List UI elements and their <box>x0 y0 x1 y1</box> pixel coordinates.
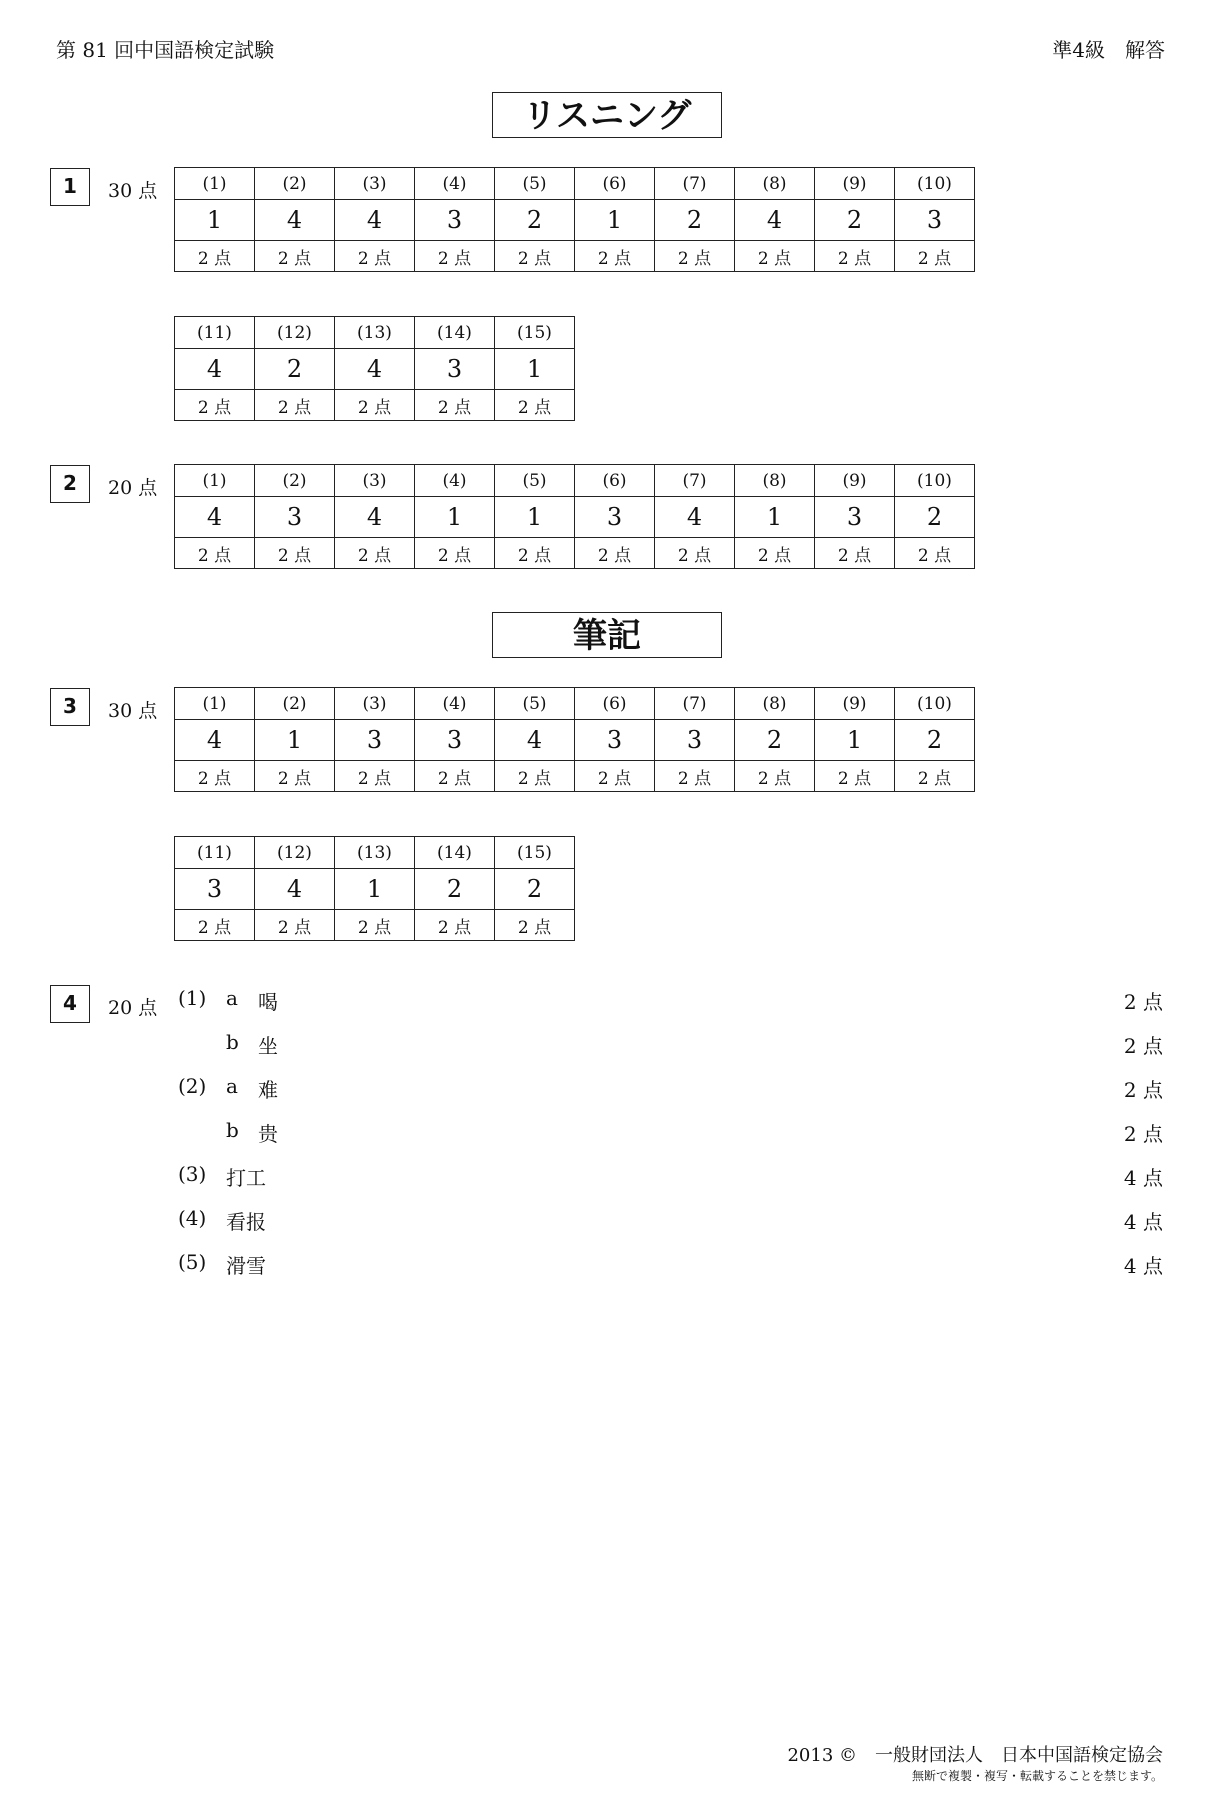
point-value: 2 点 <box>735 241 815 272</box>
answer-value: 4 <box>175 349 255 390</box>
answer-value: 4 <box>335 349 415 390</box>
item-number: (5) <box>178 1250 207 1274</box>
answer-value: 3 <box>415 349 495 390</box>
table-row <box>175 241 975 272</box>
answer-value: 4 <box>495 720 575 761</box>
item-points: 2 点 <box>1123 1122 1163 1146</box>
answer-value: 4 <box>335 497 415 538</box>
point-value: 2 点 <box>575 538 655 569</box>
point-value: 2 点 <box>735 761 815 792</box>
question-label: (13) <box>335 837 415 869</box>
question-label: (6) <box>575 168 655 200</box>
question-label: (11) <box>175 837 255 869</box>
item-answer: 滑雪 <box>226 1254 266 1278</box>
question-label: (14) <box>415 317 495 349</box>
point-value: 2 点 <box>335 538 415 569</box>
item-points: 4 点 <box>1123 1166 1163 1190</box>
item-sub-label: b <box>226 1118 239 1142</box>
point-value: 2 点 <box>495 390 575 421</box>
question-label: (3) <box>335 168 415 200</box>
table-row <box>175 688 975 720</box>
item-answer: 打工 <box>226 1166 266 1190</box>
question-number-2: 2 <box>50 465 90 503</box>
list-item <box>178 1118 1163 1148</box>
answer-table-q2-row1 <box>174 464 975 569</box>
answer-table-q1-row1 <box>174 167 975 272</box>
item-points: 2 点 <box>1123 990 1163 1014</box>
answer-value: 4 <box>175 720 255 761</box>
point-value: 2 点 <box>255 390 335 421</box>
point-value: 2 点 <box>255 538 335 569</box>
table-row <box>175 168 975 200</box>
answer-value: 4 <box>655 497 735 538</box>
point-value: 2 点 <box>415 910 495 941</box>
point-value: 2 点 <box>415 761 495 792</box>
answer-value: 3 <box>655 720 735 761</box>
item-points: 2 点 <box>1123 1078 1163 1102</box>
point-value: 2 点 <box>495 910 575 941</box>
question-label: (7) <box>655 465 735 497</box>
question-label: (8) <box>735 168 815 200</box>
point-value: 2 点 <box>495 538 575 569</box>
answer-value: 2 <box>655 200 735 241</box>
answer-value: 1 <box>495 497 575 538</box>
item-answer: 难 <box>258 1078 278 1102</box>
table-row <box>175 837 575 869</box>
question-label: (10) <box>895 168 975 200</box>
answer-value: 2 <box>895 497 975 538</box>
point-value: 2 点 <box>895 761 975 792</box>
item-sub-label: a <box>226 986 238 1010</box>
item-answer: 喝 <box>258 990 278 1014</box>
table-row <box>175 720 975 761</box>
table-row <box>175 317 575 349</box>
question-label: (1) <box>175 168 255 200</box>
point-value: 2 点 <box>335 241 415 272</box>
item-points: 4 点 <box>1123 1210 1163 1234</box>
exam-title: 第 81 回中国語検定試験 <box>56 38 275 62</box>
point-value: 2 点 <box>175 910 255 941</box>
answer-value: 4 <box>175 497 255 538</box>
point-value: 2 点 <box>255 241 335 272</box>
section-title-listening: リスニング <box>492 92 722 138</box>
question-label: (4) <box>415 688 495 720</box>
question-label: (2) <box>255 168 335 200</box>
answer-value: 4 <box>255 200 335 241</box>
point-value: 2 点 <box>815 761 895 792</box>
list-item <box>178 986 1163 1016</box>
point-value: 2 点 <box>735 538 815 569</box>
answer-value: 4 <box>335 200 415 241</box>
question-label: (3) <box>335 465 415 497</box>
question-label: (2) <box>255 688 335 720</box>
question-label: (5) <box>495 465 575 497</box>
list-item <box>178 1074 1163 1104</box>
question-points-1: 30 点 <box>108 180 158 202</box>
section-title-writing: 筆記 <box>492 612 722 658</box>
list-item <box>178 1030 1163 1060</box>
question-label: (6) <box>575 465 655 497</box>
question-label: (7) <box>655 688 735 720</box>
answer-table-q1-row2 <box>174 316 575 421</box>
question-points-4: 20 点 <box>108 997 158 1019</box>
answer-value: 3 <box>415 720 495 761</box>
point-value: 2 点 <box>415 241 495 272</box>
point-value: 2 点 <box>815 241 895 272</box>
point-value: 2 点 <box>415 538 495 569</box>
question-label: (15) <box>495 317 575 349</box>
table-row <box>175 200 975 241</box>
answer-value: 1 <box>415 497 495 538</box>
question-label: (15) <box>495 837 575 869</box>
list-item <box>178 1162 1163 1192</box>
question-label: (11) <box>175 317 255 349</box>
question-label: (10) <box>895 465 975 497</box>
item-points: 4 点 <box>1123 1254 1163 1278</box>
answer-value: 3 <box>335 720 415 761</box>
list-item <box>178 1250 1163 1280</box>
question-points-2: 20 点 <box>108 477 158 499</box>
question-label: (2) <box>255 465 335 497</box>
item-number: (4) <box>178 1206 207 1230</box>
item-number: (3) <box>178 1162 207 1186</box>
table-row <box>175 390 575 421</box>
point-value: 2 点 <box>575 241 655 272</box>
table-row <box>175 761 975 792</box>
question-label: (5) <box>495 688 575 720</box>
point-value: 2 点 <box>495 241 575 272</box>
item-sub-label: a <box>226 1074 238 1098</box>
table-row <box>175 349 575 390</box>
question-label: (6) <box>575 688 655 720</box>
list-item <box>178 1206 1163 1236</box>
answer-value: 2 <box>895 720 975 761</box>
question-label: (12) <box>255 317 335 349</box>
item-points: 2 点 <box>1123 1034 1163 1058</box>
answer-value: 1 <box>255 720 335 761</box>
question-label: (7) <box>655 168 735 200</box>
point-value: 2 点 <box>655 241 735 272</box>
question-label: (8) <box>735 688 815 720</box>
question-number-1: 1 <box>50 168 90 206</box>
item-sub-label: b <box>226 1030 239 1054</box>
point-value: 2 点 <box>175 761 255 792</box>
item-answer: 坐 <box>258 1034 278 1058</box>
question-label: (14) <box>415 837 495 869</box>
answer-value: 2 <box>495 869 575 910</box>
point-value: 2 点 <box>575 761 655 792</box>
point-value: 2 点 <box>255 761 335 792</box>
answer-value: 2 <box>735 720 815 761</box>
point-value: 2 点 <box>255 910 335 941</box>
answer-value: 4 <box>735 200 815 241</box>
point-value: 2 点 <box>895 241 975 272</box>
copyright-notice: 無断で複製・複写・転載することを禁じます。 <box>911 1769 1163 1783</box>
question-label: (12) <box>255 837 335 869</box>
point-value: 2 点 <box>495 761 575 792</box>
question-label: (4) <box>415 465 495 497</box>
answer-value: 1 <box>335 869 415 910</box>
table-row <box>175 869 575 910</box>
question-label: (9) <box>815 465 895 497</box>
question-number-4: 4 <box>50 985 90 1023</box>
table-row <box>175 910 575 941</box>
answer-value: 3 <box>895 200 975 241</box>
point-value: 2 点 <box>815 538 895 569</box>
point-value: 2 点 <box>335 390 415 421</box>
answer-value: 3 <box>255 497 335 538</box>
answer-value: 1 <box>495 349 575 390</box>
answer-value: 2 <box>415 869 495 910</box>
question-points-3: 30 点 <box>108 700 158 722</box>
question-label: (5) <box>495 168 575 200</box>
item-answer: 看报 <box>226 1210 266 1234</box>
point-value: 2 点 <box>175 390 255 421</box>
item-answer: 贵 <box>258 1122 278 1146</box>
item-number: (2) <box>178 1074 207 1098</box>
point-value: 2 点 <box>655 538 735 569</box>
question-label: (13) <box>335 317 415 349</box>
answer-value: 3 <box>575 720 655 761</box>
point-value: 2 点 <box>175 538 255 569</box>
point-value: 2 点 <box>175 241 255 272</box>
question-label: (4) <box>415 168 495 200</box>
answer-value: 3 <box>575 497 655 538</box>
answer-value: 1 <box>575 200 655 241</box>
question-label: (1) <box>175 465 255 497</box>
answer-value: 4 <box>255 869 335 910</box>
copyright-line: 2013 © 一般財団法人 日本中国語検定協会 <box>787 1745 1163 1766</box>
grade-label: 準4級 解答 <box>1052 38 1165 62</box>
question-label: (3) <box>335 688 415 720</box>
question-label: (9) <box>815 168 895 200</box>
question-label: (10) <box>895 688 975 720</box>
table-row <box>175 465 975 497</box>
answer-value: 2 <box>255 349 335 390</box>
answer-value: 1 <box>175 200 255 241</box>
item-number: (1) <box>178 986 207 1010</box>
point-value: 2 点 <box>655 761 735 792</box>
point-value: 2 点 <box>895 538 975 569</box>
answer-value: 2 <box>815 200 895 241</box>
table-row <box>175 497 975 538</box>
table-row <box>175 538 975 569</box>
answer-value: 2 <box>495 200 575 241</box>
point-value: 2 点 <box>335 761 415 792</box>
point-value: 2 点 <box>415 390 495 421</box>
point-value: 2 点 <box>335 910 415 941</box>
answer-table-q3-row2 <box>174 836 575 941</box>
answer-table-q3-row1 <box>174 687 975 792</box>
question-label: (1) <box>175 688 255 720</box>
answer-value: 3 <box>175 869 255 910</box>
answer-value: 1 <box>815 720 895 761</box>
answer-value: 3 <box>815 497 895 538</box>
question-label: (8) <box>735 465 815 497</box>
answer-value: 1 <box>735 497 815 538</box>
answer-value: 3 <box>415 200 495 241</box>
question-label: (9) <box>815 688 895 720</box>
question-number-3: 3 <box>50 688 90 726</box>
